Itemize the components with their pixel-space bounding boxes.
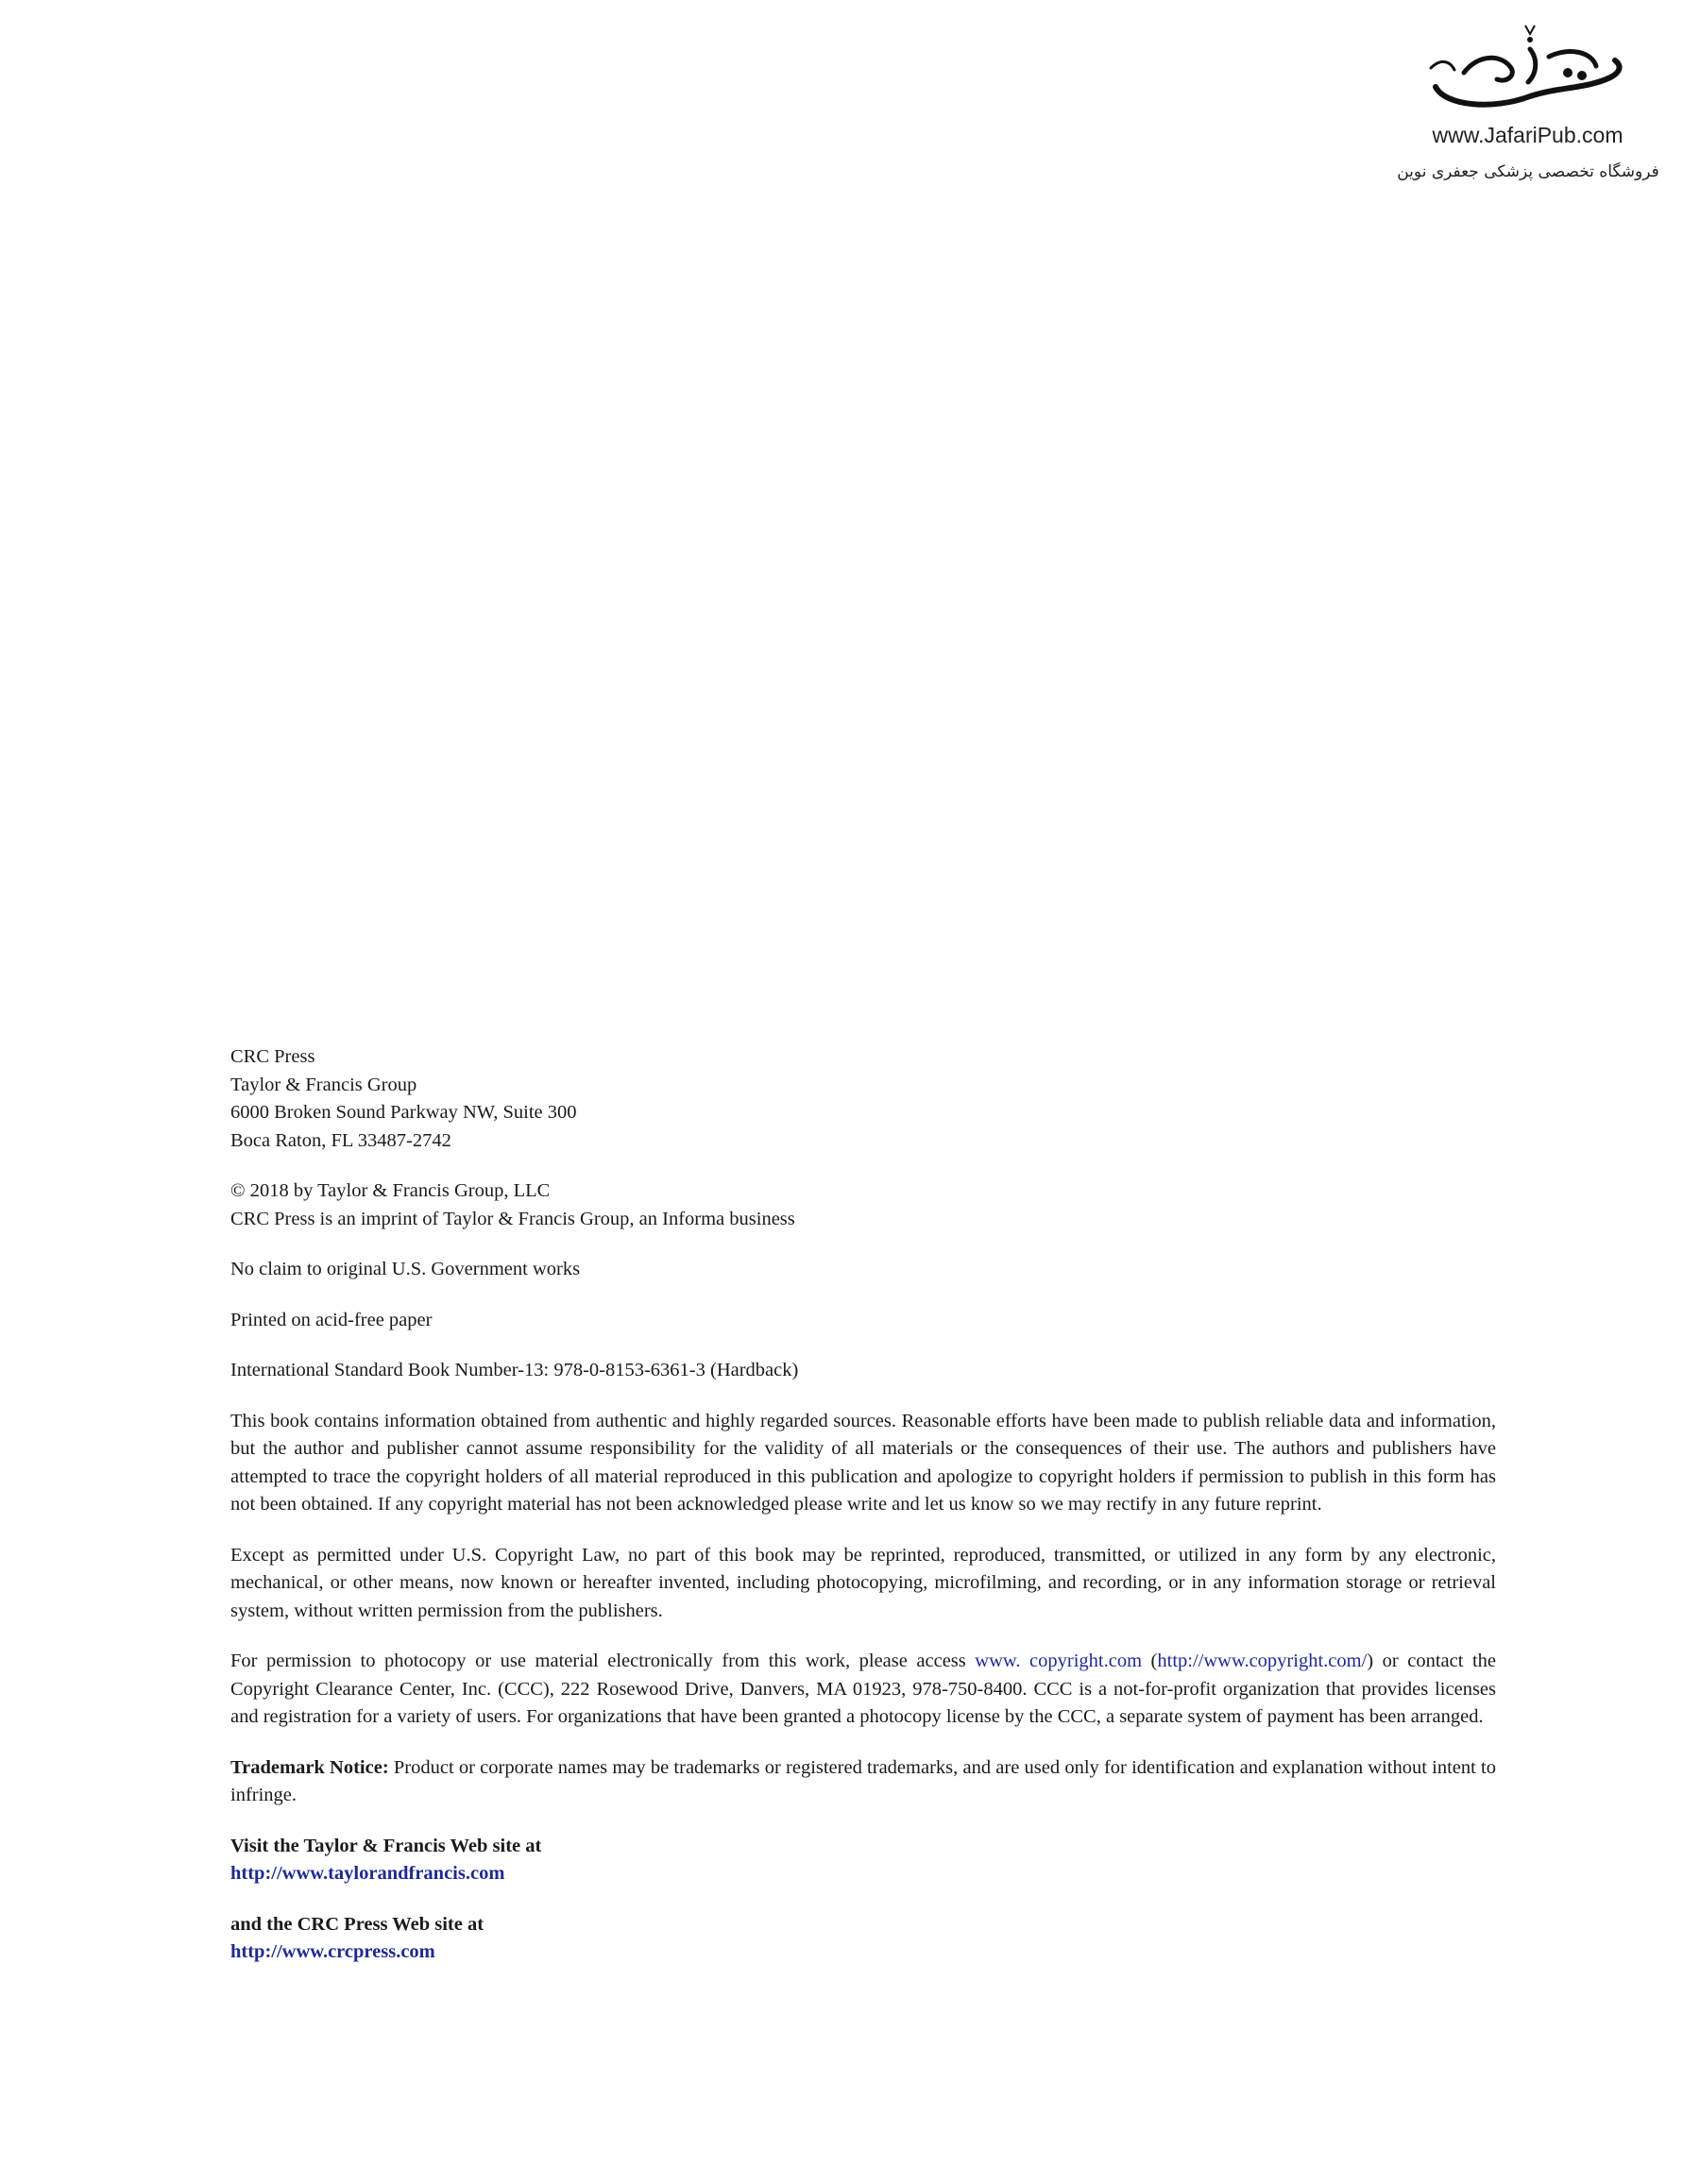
address-line: Boca Raton, FL 33487-2742 <box>230 1129 451 1151</box>
crc-website-label: and the CRC Press Web site at <box>230 1913 484 1935</box>
trademark-label: Trademark Notice: <box>230 1756 389 1778</box>
logo-url[interactable]: www.JafariPub.com <box>1432 123 1624 147</box>
photocopy-text: For permission to photocopy or use material electronically from this work, please access <box>230 1651 976 1671</box>
crc-website-link[interactable]: http://www.crcpress.com <box>230 1941 435 1962</box>
trademark-text: Product or corporate names may be trademarks or registered trademarks, and are used only for identification and explanation without intent to infringe. <box>230 1756 1496 1805</box>
copyright-notice <box>230 1177 1496 1233</box>
address-line: Taylor & Francis Group <box>230 1074 417 1095</box>
copyright-url-link[interactable]: http://www.copyright.com/ <box>1157 1651 1368 1671</box>
trademark-paragraph <box>230 1754 1496 1810</box>
address-line: CRC Press <box>230 1046 315 1067</box>
tf-website-label: Visit the Taylor & Francis Web site at <box>230 1835 542 1856</box>
copyright-line: © 2018 by Taylor & Francis Group, LLC <box>230 1180 551 1201</box>
isbn: International Standard Book Number-13: 978-0-8153-6361-3 (Hardback) <box>230 1360 799 1380</box>
tf-website-link[interactable]: http://www.taylorandfrancis.com <box>230 1863 505 1884</box>
photocopy-paragraph <box>230 1648 1496 1732</box>
logo-tagline: فروشگاه تخصصی پزشکی جعفری نوین <box>1397 162 1659 181</box>
no-claim-notice: No claim to original U.S. Government works <box>230 1259 581 1279</box>
photocopy-text: ( <box>1142 1651 1158 1671</box>
crc-website <box>230 1911 1496 1967</box>
printed-notice: Printed on acid-free paper <box>230 1309 433 1330</box>
address-line: 6000 Broken Sound Parkway NW, Suite 300 <box>230 1102 577 1123</box>
copyright-page-content <box>230 1043 1496 1989</box>
tf-website <box>230 1833 1496 1888</box>
publisher-logo <box>1369 21 1681 191</box>
disclaimer-paragraph: This book contains information obtained from authentic and highly regarded sources. Reasonable efforts have been made to publish reliable data and information, but the author and publisher cannot assume responsibility for the validity of all materials or the consequences of their use. The authors and publishers have attempted to trace the copyright holders of all material reproduced in this publication and apologize to copyright holders if permission to publish in this form has not been obtained. If any copyright material has not been acknowledged please write and let us know so we may rectify in any future reprint. <box>230 1410 1496 1515</box>
calligraphy-logo-icon <box>1426 21 1634 120</box>
permission-paragraph: Except as permitted under U.S. Copyright Law, no part of this book may be reprinted, reproduced, transmitted, or utilized in any form by any electronic, mechanical, or other means, now known or hereafter invented, including photocopying, microfilming, and recording, or in any information storage or retrieval system, without written permission from the publishers. <box>230 1544 1496 1621</box>
imprint-line: CRC Press is an imprint of Taylor & Francis Group, an Informa business <box>230 1208 795 1229</box>
photocopy-text: ) or contact the Copyright Clearance Center, Inc. (CCC), 222 Rosewood Drive, Danvers, MA 01923, 978-750-8400. CCC is a not-for-profit organization that provides licenses and registration for a variety of users. For organizations that have been granted a photocopy license by the CCC, a separate system of payment has been arranged. <box>230 1651 1497 1727</box>
copyright-link[interactable]: www. copyright.com <box>975 1651 1143 1671</box>
publisher-address <box>230 1043 1496 1155</box>
